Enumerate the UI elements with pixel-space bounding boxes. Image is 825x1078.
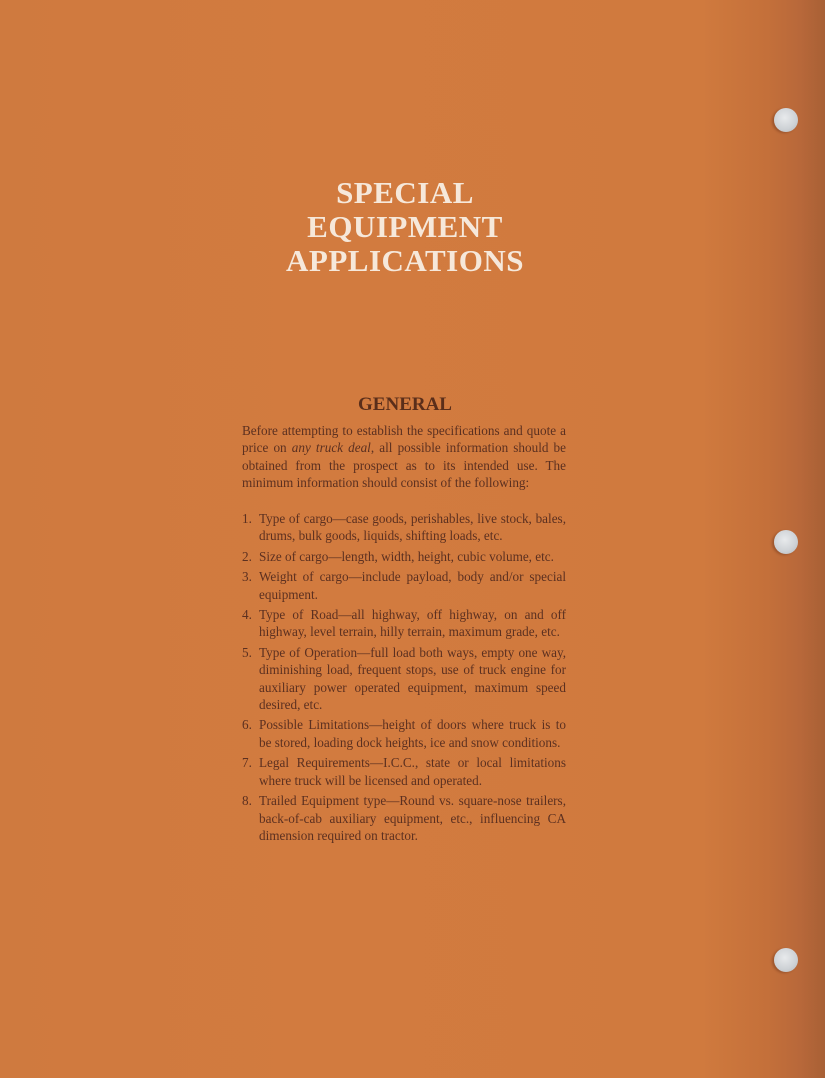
item-text: Type of cargo—case goods, perishables, live stock, bales, drums, bulk goods, liquids, shifting loads, etc. [259,511,566,544]
list-item [242,606,566,641]
list-item [242,792,566,844]
title-line-2: EQUIPMENT [307,209,503,244]
item-text: Weight of cargo—include payload, body and/or special equipment. [259,569,566,602]
list-item [242,754,566,789]
requirements-list [242,510,566,847]
item-text: Type of Operation—full load both ways, empty one way, diminishing load, frequent stops, use of truck engine for auxiliary power operated equipment, maximum speed desired, etc. [259,644,566,713]
binder-hole-icon [774,108,798,132]
intro-paragraph [242,422,566,492]
list-item [242,644,566,714]
page-title [230,176,580,278]
item-text: Trailed Equipment type—Round vs. square-nose trailers, back-of-cab auxiliary equipment, etc., influencing CA dimension required on tractor. [259,793,566,843]
title-line-1: SPECIAL [336,175,474,210]
list-item [242,716,566,751]
item-text: Size of cargo—length, width, height, cubic volume, etc. [259,548,554,564]
binder-hole-icon [774,948,798,972]
list-item [242,548,566,565]
intro-emphasis: any truck deal [291,440,371,456]
binder-hole-icon [774,530,798,554]
title-line-3: APPLICATIONS [286,243,524,278]
item-text: Possible Limitations—height of doors where truck is to be stored, loading dock heights, ice and snow conditions. [259,717,566,750]
list-item [242,510,566,545]
section-heading: GENERAL [358,394,452,415]
item-text: Legal Requirements—I.C.C., state or local limitations where truck will be licensed and operated. [259,755,566,788]
intro-text-end: , all possible information should be obtained from the prospect as to its intended use. The minimum information should consist of the following: [242,440,567,491]
item-number: 1. [242,511,252,526]
item-number: 4. [242,607,252,623]
item-number: 8. [242,793,252,809]
item-number: 5. [242,644,252,660]
item-number: 2. [242,548,252,564]
intro-text-start: Before attempting to establish the specifications and quote a price on [242,423,566,456]
item-number: 3. [242,569,252,585]
item-number: 7. [242,755,252,771]
item-number: 6. [242,717,252,733]
item-text: Type of Road—all highway, off highway, on and off highway, level terrain, hilly terrain, maximum grade, etc. [259,607,566,640]
list-item [242,568,566,603]
